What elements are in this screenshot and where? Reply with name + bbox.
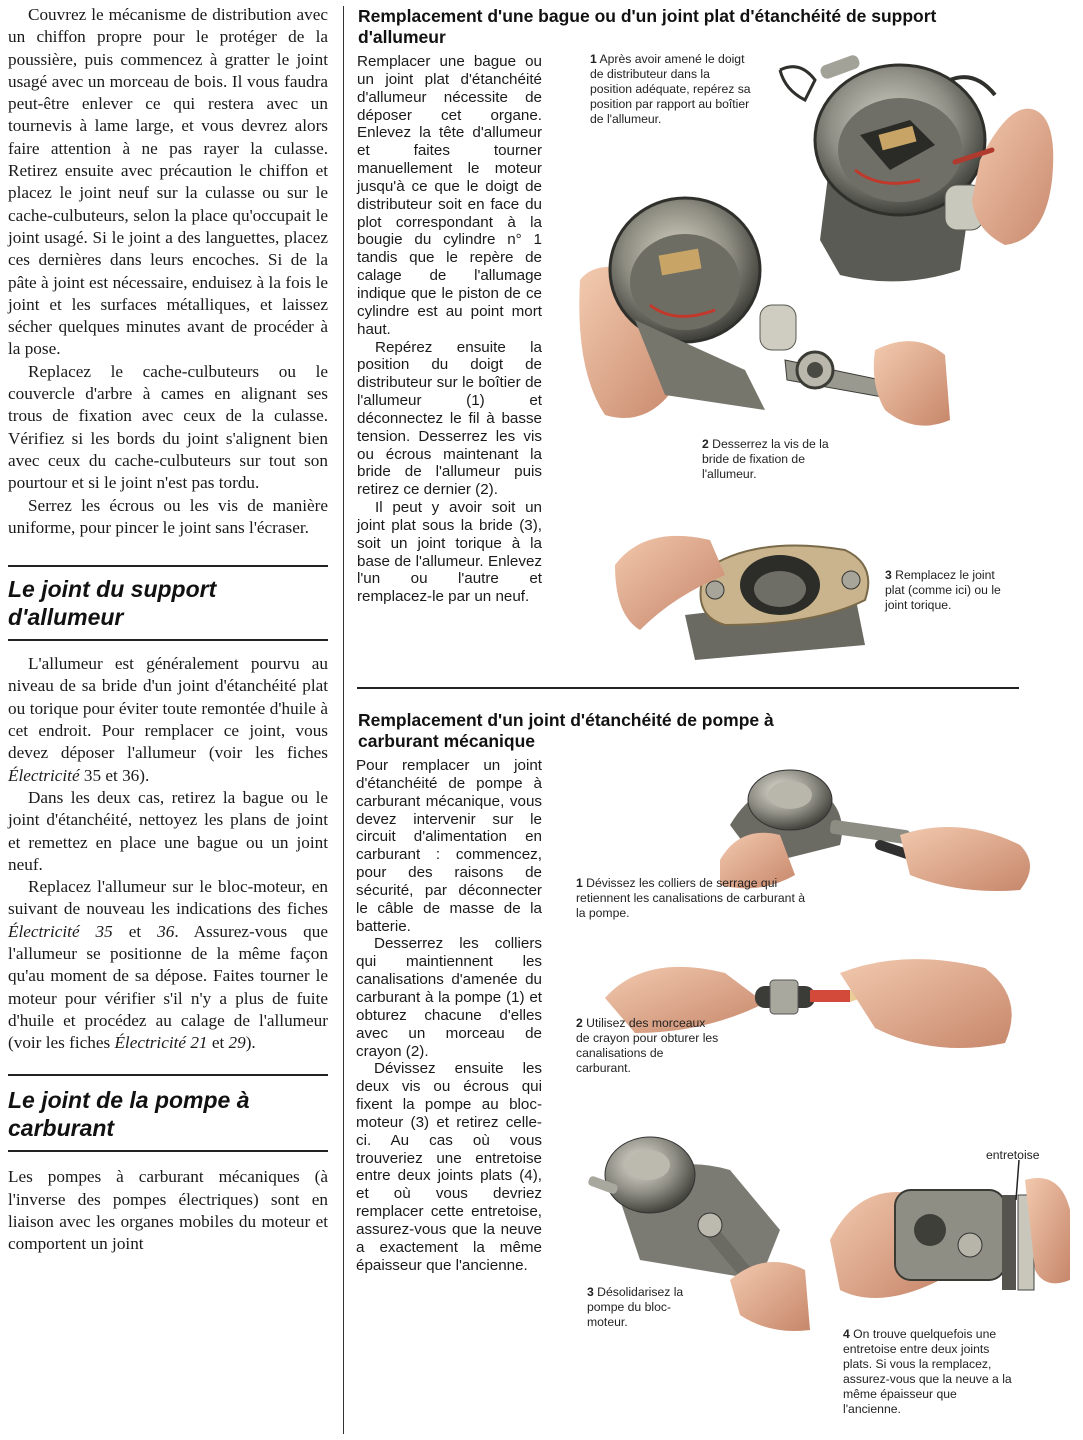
support-text	[8, 653, 328, 1054]
support-p3-ref3: Électricité 21	[114, 1033, 208, 1053]
heading-pompe-carburant: Le joint de la pompe à carburant	[8, 1087, 250, 1142]
flange-gasket-illustration	[615, 515, 890, 665]
support-p3-ref4: 29	[228, 1033, 246, 1053]
support-p3-c: . Assurez-vous que l'allumeur se positionne de la même façon qu'au moment de sa dépose. Faites tourner le moteur pour vérifier s'il n'y a plus de fuite d'huile et procédez au calage de l'allumeur (voir les fiches	[8, 921, 328, 1053]
caption-number: 3	[587, 1285, 594, 1299]
column-divider	[343, 6, 344, 1434]
section1-caption-1	[590, 52, 755, 127]
support-p3-b: et	[128, 921, 142, 941]
section-rule	[8, 1074, 328, 1076]
caption-text: Dévissez les colliers de serrage qui retiennent les canalisations de carburant à la pompe.	[576, 876, 805, 920]
section2-paragraph-2: Desserrez les colliers qui maintiennent les canalisations d'amenée du carburant à la pompe (1) et obturez chacune d'elles avec un morceau de crayon (2).	[356, 935, 542, 1060]
section2-title: Remplacement d'un joint d'étanchéité de pompe à carburant mécanique	[358, 710, 774, 751]
section1-paragraph-1: Remplacer une bague ou un joint plat d'étanchéité d'allumeur nécessite de déposer cet organe. Enlevez la tête d'allumeur et faites tourner manuellement le moteur jusqu'à ce que le doigt de distributeur soit en face du plot correspondant à la bougie du cylindre n° 1 tandis que le repère de calage de l'allumage indique que le piston de ce cylindre est au point mort haut.	[357, 53, 542, 338]
section2-caption-3	[587, 1285, 707, 1330]
caption-text: Après avoir amené le doigt de distributeur dans la position adéquate, repérez sa position par rapport au boîtier de l'allumeur.	[590, 52, 751, 126]
support-p3-a: Replacez l'allumeur sur le bloc-moteur, en suivant de nouveau les indications des fiches	[8, 877, 328, 919]
caption-text: Desserrez la vis de la bride de fixation de l'allumeur.	[702, 437, 829, 481]
label-entretoise: entretoise	[986, 1148, 1040, 1162]
section-rule	[8, 565, 328, 567]
support-p3-d: et	[211, 1033, 225, 1053]
support-p1-ref: Électricité	[8, 765, 80, 785]
intro-paragraph-2: Replacez le cache-culbuteurs ou le couvercle d'arbre à cames en alignant ses trous de fixation avec ceux de la culasse. Vérifiez si les bords du joint s'alignent bien avec ceux du cache-culbuteurs sur tout son pourtour et si le joint n'est pas tordu.	[8, 361, 328, 493]
section1-paragraph-2: Repérez ensuite la position du doigt de distributeur sur le boîtier de l'allumeur (1) et déconnectez le fil à basse tension. Desserrez les vis ou écrous maintenant la bride de l'allumeur puis retirez ce dernier (2).	[357, 338, 542, 499]
caption-number: 2	[576, 1016, 583, 1030]
support-p3-ref1: Électricité 35	[8, 921, 113, 941]
section2-caption-2	[576, 1016, 721, 1076]
fuel-pump-illustration-1	[700, 755, 1045, 895]
caption-text: Utilisez des morceaux de crayon pour obturer les canalisations de carburant.	[576, 1016, 719, 1075]
support-p1-text: L'allumeur est généralement pourvu au niveau de sa bride d'un joint d'étanchéité plat ou torique pour éviter toute remontée d'huile à cet endroit. Pour remplacer ce joint, vous devez déposer l'allumeur (voir les fiches	[8, 654, 328, 763]
left-column	[8, 4, 328, 1256]
distributor-illustration-2	[575, 170, 955, 440]
caption-number: 4	[843, 1327, 850, 1341]
caption-number: 1	[576, 876, 583, 890]
pompe-paragraph-1: Les pompes à carburant mécaniques (à l'inverse des pompes électriques) sont en liaison avec les organes mobiles du moteur et comportent un joint	[8, 1167, 328, 1254]
section-rule	[8, 1150, 328, 1152]
section1-body	[357, 53, 542, 606]
caption-text: On trouve quelquefois une entretoise entre deux joints plats. Si vous la remplacez, assurez-vous que la neuve a la même épaisseur que l'ancienne.	[843, 1327, 1012, 1416]
section-rule	[8, 639, 328, 641]
support-p1-tail: 35 et 36).	[83, 765, 150, 785]
section2-paragraph-3: Dévissez ensuite les deux vis ou écrous qui fixent la pompe au bloc-moteur (3) et retirez celle-ci. Au cas où vous trouveriez une entretoise entre deux joints plats (4), et où vous devriez remplacer cette entretoise, assurez-vous que la neuve a exactement la même épaisseur que l'ancienne.	[356, 1060, 542, 1274]
heading-support-allumeur: Le joint du support d'allumeur	[8, 576, 217, 631]
caption-text: Désolidarisez la pompe du bloc-moteur.	[587, 1285, 684, 1329]
section2-caption-1	[576, 876, 806, 921]
support-p3-ref2: 36	[157, 921, 175, 941]
section1-caption-3	[885, 568, 1015, 613]
support-paragraph-2: Dans les deux cas, retirez la bague ou le joint d'étanchéité, nettoyez les plans de joint et remettez en place une bague ou un joint neuf.	[8, 787, 328, 874]
section2-body	[356, 757, 542, 1274]
support-paragraph-3	[8, 876, 328, 1054]
intro-paragraph-1: Couvrez le mécanisme de distribution avec un chiffon propre pour le protéger de la poussière, puis commencez à gratter le joint usagé avec un morceau de bois. Il vous faudra peut-être enlever ce qui restera avec un tournevis à lame large, et vous devrez alors faire attention à ne pas rayer la culasse. Retirez ensuite avec précaution le chiffon et placez le joint neuf sur la culasse ou sur le cache-culbuteurs, selon la place qu'occupait le joint usagé. Si le joint a des languettes, placez ces dernières dans leurs encoches. Si de la pâte à joint est nécessaire, enduisez à la fois le joint et les surfaces métalliques, et laissez sécher quelques minutes avant de procéder à la pose.	[8, 5, 328, 359]
support-paragraph-1	[8, 653, 328, 787]
support-p3-e: ).	[245, 1033, 256, 1053]
section2-caption-4	[843, 1327, 1018, 1417]
section1-paragraph-3: Il peut y avoir soit un joint plat sous la bride (3), soit un joint torique à la base de l'allumeur. Enlevez l'un ou l'autre et remplacez-le par un neuf.	[357, 499, 542, 606]
caption-number: 2	[702, 437, 709, 451]
caption-number: 1	[590, 52, 597, 66]
caption-number: 3	[885, 568, 892, 582]
section1-title: Remplacement d'une bague ou d'un joint plat d'étanchéité de support d'allumeur	[358, 6, 937, 47]
section1-caption-2	[702, 437, 832, 482]
intro-paragraph-3: Serrez les écrous ou les vis de manière uniforme, pour pincer le joint sans l'écraser.	[8, 495, 328, 537]
section2-paragraph-1: Pour remplacer un joint d'étanchéité de pompe à carburant mécanique, vous devez intervenir sur le circuit d'alimentation en carburant : commencez, pour des raisons de sécurité, par déconnecter le câble de masse de la batterie.	[356, 757, 542, 935]
spacer-gasket-illustration	[830, 1160, 1075, 1330]
caption-text: Remplacez le joint plat (comme ici) ou le joint torique.	[885, 568, 1001, 612]
section-rule	[357, 687, 1019, 689]
